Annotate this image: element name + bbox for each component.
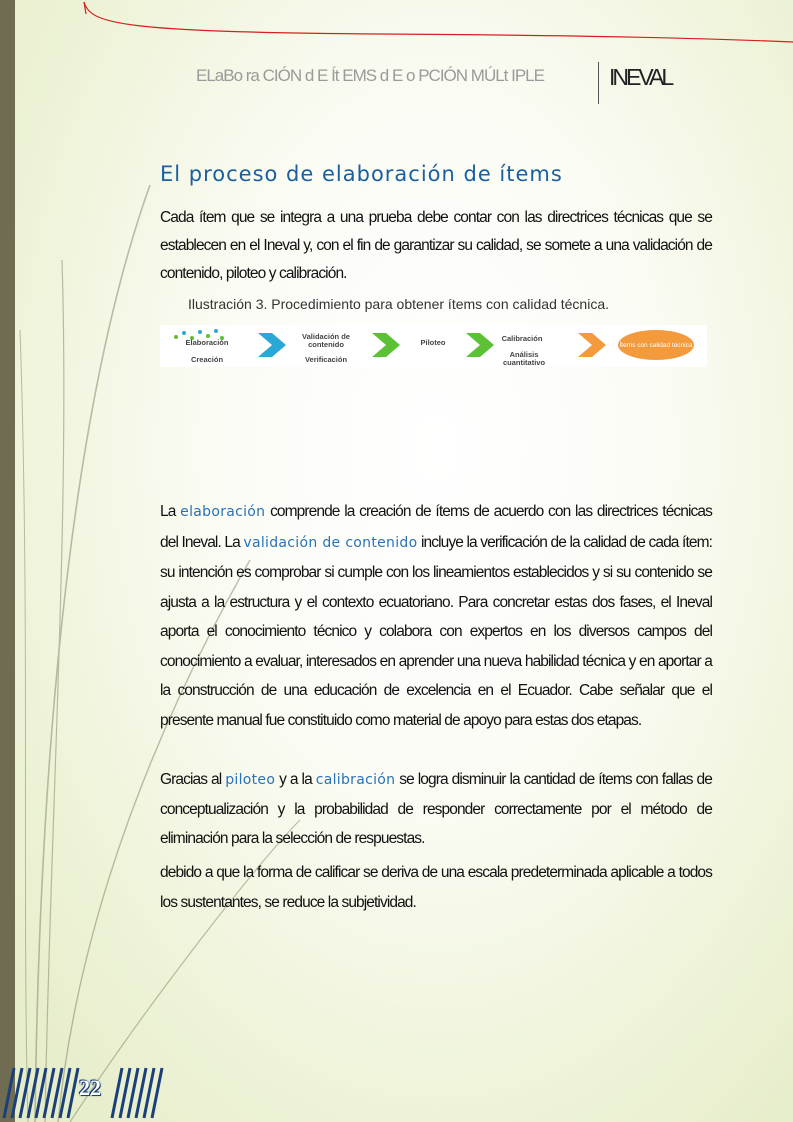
third-paragraph [160, 765, 712, 853]
body-paragraph [160, 497, 712, 735]
chevron-right-icon [466, 333, 494, 357]
keyword-piloteo: piloteo [225, 772, 276, 788]
step-creacion: Creación [190, 355, 224, 364]
section-heading: El proceso de elaboración de ítems [160, 162, 563, 186]
text: La [160, 503, 176, 520]
ineval-logo: INEVAL [609, 64, 672, 90]
step-piloteo: Piloteo [420, 338, 446, 347]
text: y a la [279, 771, 312, 788]
result-oval: Ítems con calidad técnica [618, 330, 694, 360]
step-elaboracion: Elaboración [185, 338, 229, 347]
process-flow-figure [160, 325, 707, 367]
chevron-right-icon [372, 333, 400, 357]
keyword-elaboracion: elaboración [180, 504, 266, 520]
step-analisis: Análisis cuantitativo [502, 350, 546, 367]
fourth-paragraph: debido a que la forma de calificar se deriva de una escala predeterminada aplicable a todos los sustentantes, se reduce la subjetividad. [160, 864, 712, 911]
keyword-validacion: validación de contenido [243, 534, 418, 551]
text: Gracias al [160, 771, 222, 788]
header-red-curve [84, 2, 793, 42]
intro-paragraph: Cada ítem que se integra a una prueba debe contar con las directrices técnicas que se establecen en el Ineval y, con el fin de garantizar su calidad, se somete a una validación de contenido, piloteo y calibración. [160, 209, 712, 282]
text: incluye la verificación de la calidad de cada ítem: su intención es comprobar si cumple con los lineamientos establecidos y si su contenido se ajusta a la estructura y el contexto ecuatoriano. Para concretar estas dos fases, el Ineval aporta el conocimiento técnico y colabora con expertos en los diversos campos del conocimiento a evaluar, interesados en aprender una nueva habilidad técnica y en aportar a la construcción de una educación de excelencia en el Ecuador. Cabe señalar que el presente manual fue constituido como material de apoyo para estas dos etapas. [160, 533, 712, 729]
chevron-right-icon [578, 333, 606, 357]
chevron-right-icon [258, 333, 286, 357]
text: se logra disminuir la cantidad de ítems con fallas de conceptualización y la probabilidad de responder correctamente por el método de eliminación para la selección de respuestas. [160, 771, 712, 847]
header-document-title: ELaBo ra CIÓN d E Ít EMS d E o PCIÓN MÚLt IPLE [196, 66, 544, 85]
step-calibracion: Calibración [501, 334, 543, 343]
step-validacion: Validación de contenido [302, 332, 350, 349]
figure-caption: Ilustración 3. Procedimiento para obtener ítems con calidad técnica. [188, 296, 610, 312]
step-verificacion: Verificación [304, 355, 348, 364]
page-number: 22 [79, 1075, 101, 1100]
keyword-calibracion: calibración [315, 772, 396, 788]
header-divider [598, 62, 599, 104]
text: comprende la creación de ítems de acuerdo con las directrices técnicas del Ineval. La [160, 503, 712, 551]
